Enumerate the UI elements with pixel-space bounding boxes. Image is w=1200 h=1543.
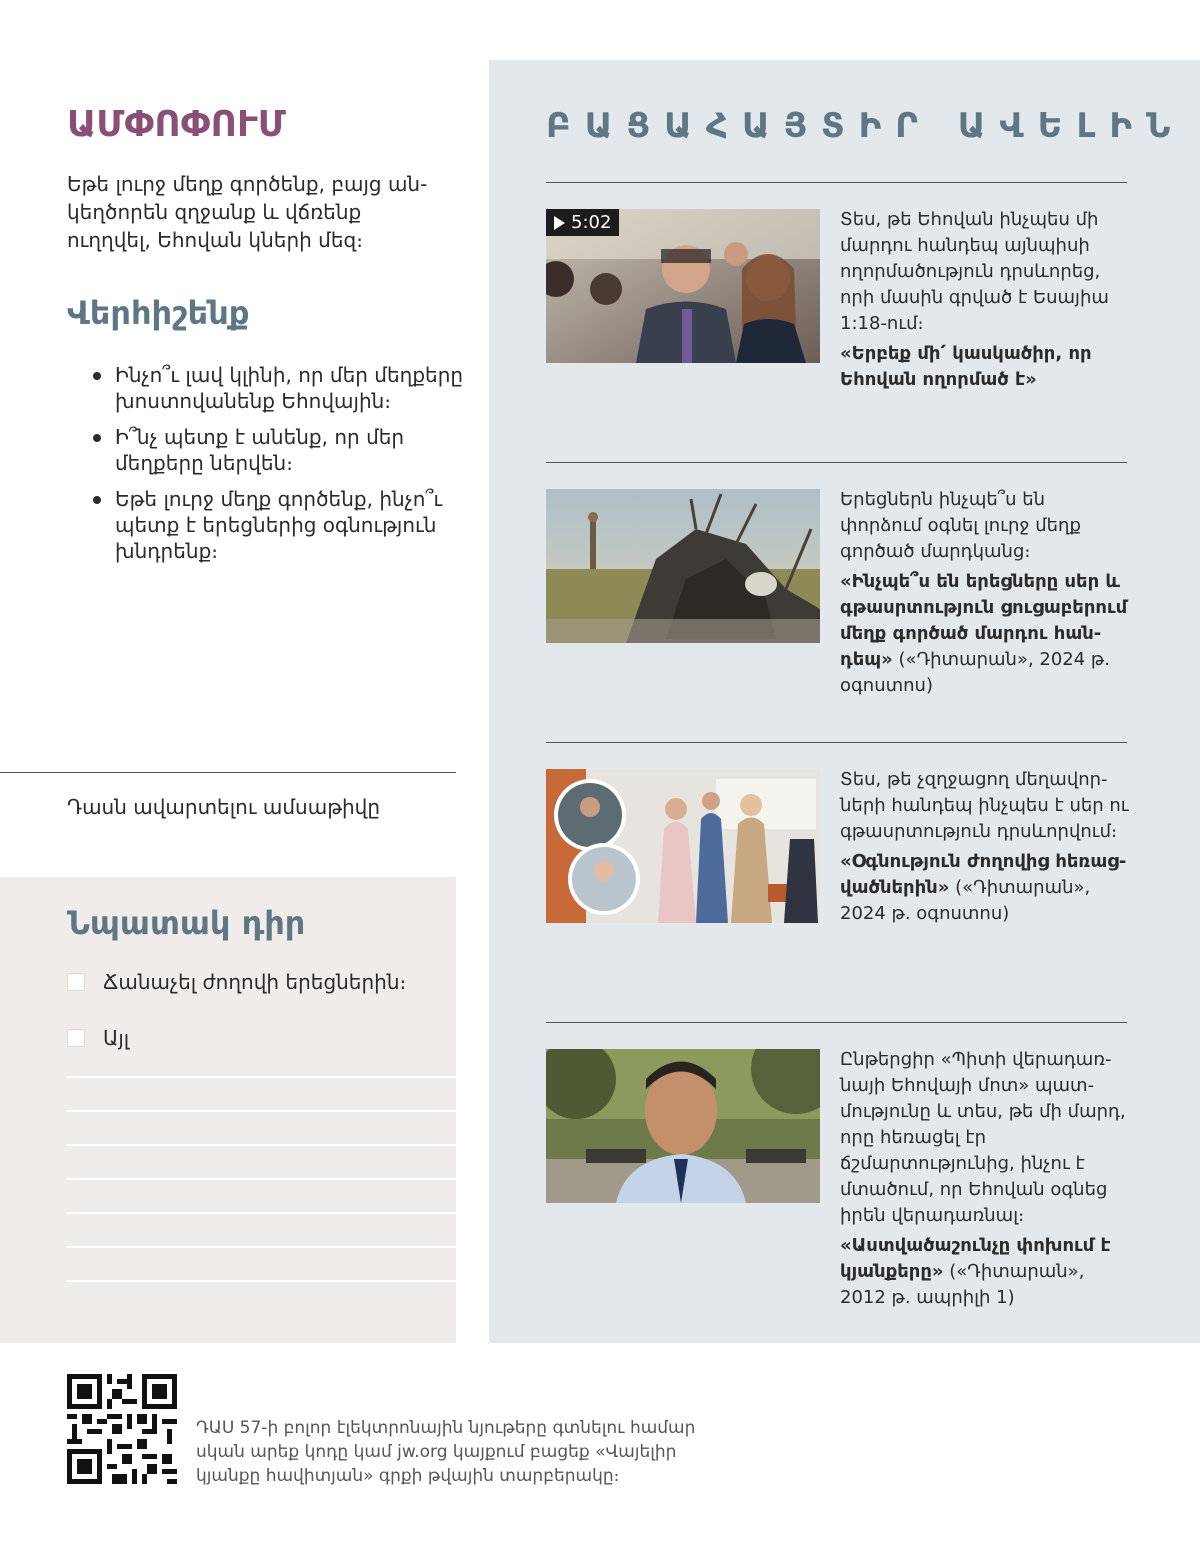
bullet-icon — [93, 496, 101, 504]
video-thumbnail[interactable] — [546, 209, 820, 363]
smiling-man-image — [546, 1049, 820, 1203]
divider — [546, 182, 1127, 183]
footer-note: ԴԱՍ 57-ի բոլոր էլեկտրոնային նյութերը գտնելու համար սկան արեք կոդը կամ jw.org կայքում բացեք «Վայելիր կյանքը հավիտյան» գրքի թվային տարբերակը։ — [196, 1418, 696, 1486]
goal-option[interactable]: Այլ — [67, 1026, 129, 1050]
summary-title: ԱՄՓՈՓՈՒՄ — [67, 104, 286, 145]
divider — [546, 1022, 1127, 1023]
goal-title: Նպատակ դիր — [67, 904, 306, 942]
shepherd-painting-image — [546, 489, 820, 643]
review-question: Ի՞նչ պետք է անենք, որ մեր մեղքերը ներվեն։ — [87, 424, 467, 476]
video-duration-badge[interactable]: 5:02 — [546, 209, 619, 236]
women-greeting-image — [546, 769, 820, 923]
write-line[interactable] — [67, 1110, 456, 1112]
explore-item-text: Երեցներն ինչպե՞ս են փորձում օգնել լուրջ մեղք գործած մարդկանց։ «Ինչպե՞ս են երեցները սեր և գթասրտություն ցուցաբերում մեղք գործած մարդու հանդեպ» («Դիտարան», 2024 թ. օգոստոս) — [840, 489, 1128, 696]
play-icon[interactable] — [554, 216, 565, 230]
summary-text: Եթե լուրջ մեղք գործենք, բայց անկեղծորեն զղջանք և վճռենք ուղղվել, Եհովան կների մեզ։ — [67, 172, 428, 252]
goal-checkbox[interactable] — [67, 1029, 85, 1047]
write-line[interactable] — [67, 1246, 456, 1248]
completion-date-label: Դասն ավարտելու ամսաթիվը — [67, 795, 380, 819]
explore-item-text: Տես, թե չզղջացող մեղավորների հանդեպ ինչպես է սեր ու գթասրտություն դրսևորվում։ «Օգնություն ժողովից հեռացվածներին» («Դիտարան», 2024 թ. օգոստոս) — [840, 769, 1129, 924]
review-question: Ինչո՞ւ լավ կլինի, որ մեր մեղքերը խոստովանենք Եհովային։ — [87, 362, 467, 414]
write-line[interactable] — [67, 1178, 456, 1180]
item-title-link[interactable]: «Երբեք մի՛ կասկածիր, որ Եհովան ողորմած է» — [840, 343, 1092, 390]
explore-item-text: Տես, թե Եհովան ինչպես մի մարդու հանդեպ այնպիսի ողորմածություն դրսևորեց, որի մասին գրված է Եսայիա 1:18-ում։ «Երբեք մի՛ կասկածիր, որ Եհովան ողորմած է» — [840, 209, 1109, 390]
write-line[interactable] — [67, 1280, 456, 1282]
item-title-link[interactable]: «Աստվածաշունչը փոխում է կյանքերը» — [840, 1235, 1111, 1282]
goal-option[interactable]: Ճանաչել ժողովի երեցներին։ — [67, 970, 406, 994]
bullet-icon — [93, 372, 101, 380]
date-divider — [0, 772, 456, 773]
qr-code-icon[interactable] — [67, 1374, 177, 1484]
explore-more-title: ԲԱՑԱՀԱՅՏԻՐ ԱՎԵԼԻՆ — [546, 106, 1185, 146]
bullet-icon — [93, 434, 101, 442]
review-title: Վերհիշենք — [67, 294, 250, 332]
divider — [546, 742, 1127, 743]
divider — [546, 462, 1127, 463]
item-title-link[interactable]: «Օգնություն ժողովից հեռացվածներին» — [840, 851, 1127, 898]
review-question: Եթե լուրջ մեղք գործենք, ինչո՞ւ պետք է երեցներից օգնություն խնդրենք։ — [87, 486, 467, 564]
write-line[interactable] — [67, 1076, 456, 1078]
review-questions — [87, 362, 467, 574]
goal-checkbox[interactable] — [67, 973, 85, 991]
item-title-link[interactable]: «Ինչպե՞ս են երեցները սեր և գթասրտություն ցուցաբերում մեղք գործած մարդու հանդեպ» — [840, 571, 1128, 670]
explore-item-text: Ընթերցիր «Պիտի վերադառնայի Եհովայի մոտ» պատմությունը և տես, թե մի մարդ, որը հեռացել էր ճշմարտությունից, ինչու է մտածում, որ Եհովան օգնեց իրեն վերադառնալ։ «Աստվածաշունչը փոխում է կյանքերը» («Դիտարան», 2012 թ. ապրիլի 1) — [840, 1049, 1126, 1308]
write-line[interactable] — [67, 1144, 456, 1146]
write-line[interactable] — [67, 1212, 456, 1214]
